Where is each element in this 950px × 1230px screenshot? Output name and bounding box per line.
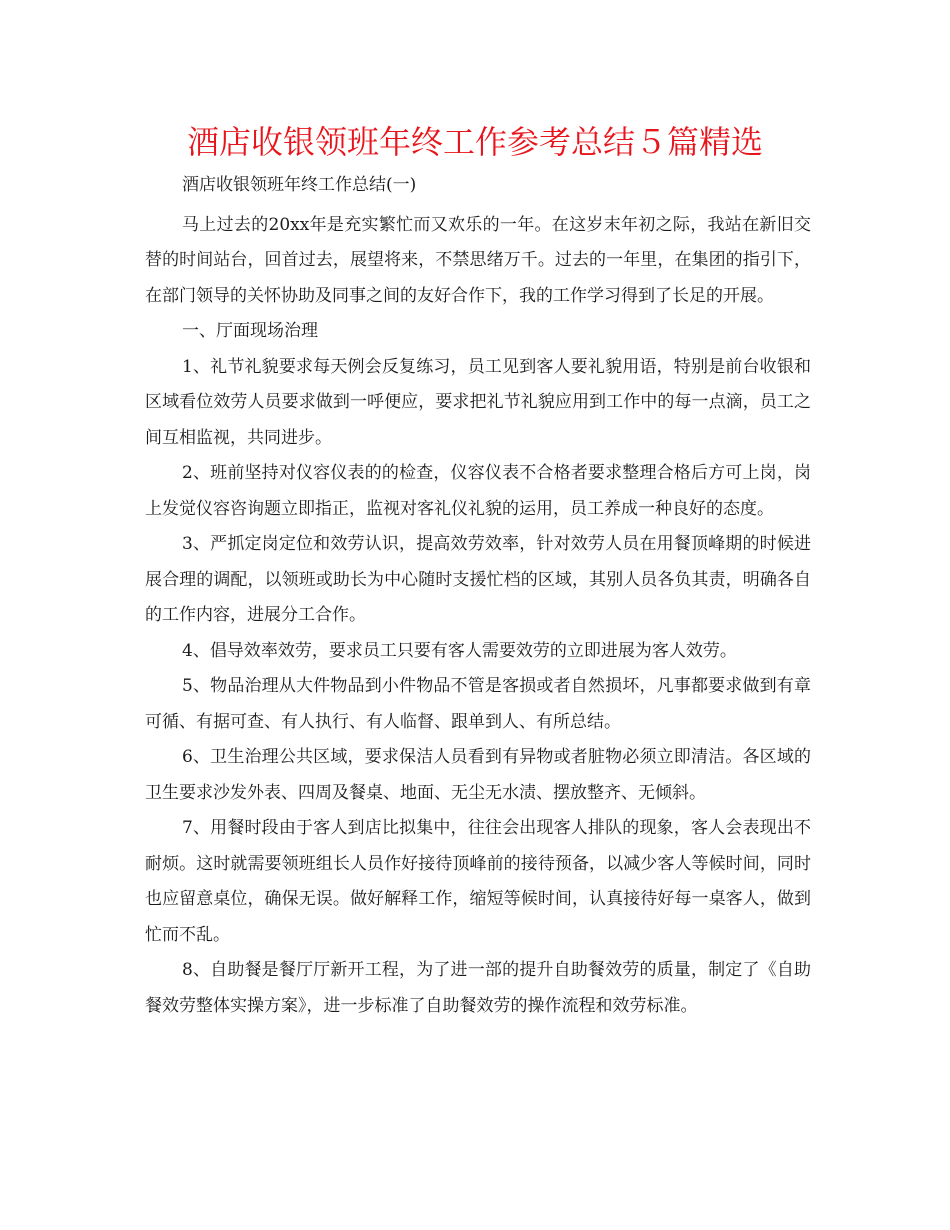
paragraph-item-5: 5、物品治理从大件物品到小件物品不管是客损或者自然损坏，凡事都要求做到有章可循、有据可查、有人执行、有人临督、跟单到人、有所总结。 (145, 676, 811, 732)
paragraph-intro: 马上过去的20xx年是充实繁忙而又欢乐的一年。在这岁末年初之际，我站在新旧交替的时间站台，回首过去，展望将来，不禁思绪万千。过去的一年里，在集团的指引下，在部门领导的关怀协助及同事之间的友好合作下，我的工作学习得到了长足的开展。 (145, 214, 811, 306)
paragraph-item-3: 3、严抓定岗定位和效劳认识，提高效劳效率，针对效劳人员在用餐顶峰期的时候进展合理的调配，以领班或助长为中心随时支援忙档的区域，其别人员各负其责，明确各自的工作内容，进展分工合作。 (145, 534, 811, 625)
document-body (145, 168, 811, 1024)
document-title: 酒店收银领班年终工作参考总结５篇精选 (186, 123, 763, 161)
section-subtitle: 酒店收银领班年终工作总结(一) (182, 175, 417, 195)
paragraph-item-2: 2、班前坚持对仪容仪表的的检查，仪容仪表不合格者要求整理合格后方可上岗，岗上发觉仪容咨询题立即指正，监视对客礼仪礼貌的运用，员工养成一种良好的态度。 (145, 463, 811, 519)
paragraph-item-1: 1、礼节礼貌要求每天例会反复练习，员工见到客人要礼貌用语，特别是前台收银和区域看位效劳人员要求做到一呼便应，要求把礼节礼貌应用到工作中的每一点滴，员工之间互相监视，共同进步。 (145, 356, 811, 448)
paragraph-item-4: 4、倡导效率效劳，要求员工只要有客人需要效劳的立即进展为客人效劳。 (182, 640, 737, 661)
paragraph-item-6: 6、卫生治理公共区域，要求保洁人员看到有异物或者脏物必须立即清洁。各区域的卫生要求沙发外表、四周及餐桌、地面、无尘无水渍、摆放整齐、无倾斜。 (145, 747, 811, 803)
paragraph-item-8: 8、自助餐是餐厅厅新开工程，为了进一部的提升自助餐效劳的质量，制定了《自助餐效劳整体实操方案》，进一步标准了自助餐效劳的操作流程和效劳标准。 (145, 960, 811, 1016)
section-heading: 一、厅面现场治理 (182, 321, 318, 341)
paragraph-item-7: 7、用餐时段由于客人到店比拟集中，往往会出现客人排队的现象，客人会表现出不耐烦。这时就需要领班组长人员作好接待顶峰前的接待预备，以减少客人等候时间，同时也应留意桌位，确保无误。做好解释工作，缩短等候时间，认真接待好每一桌客人，做到忙而不乱。 (145, 818, 811, 945)
